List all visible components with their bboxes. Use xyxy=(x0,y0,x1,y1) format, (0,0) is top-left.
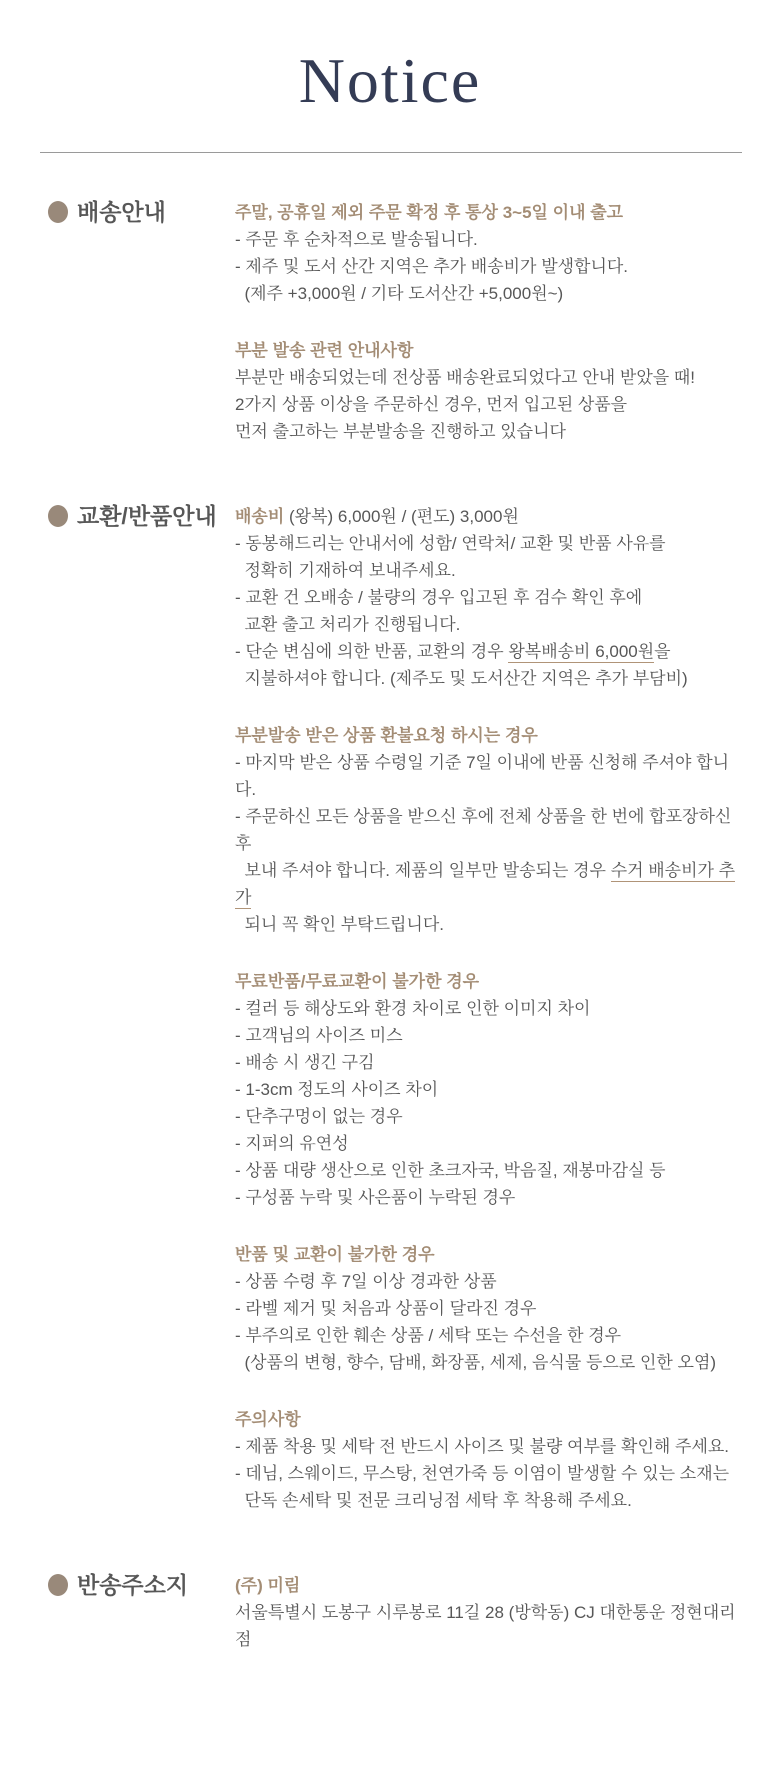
section-exchange-return xyxy=(48,503,742,1514)
section-exchange-label xyxy=(48,503,235,531)
body-line: 지불하셔야 합니다. (제주도 및 도서산간 지역은 추가 부담비) xyxy=(235,669,688,688)
body-line: - 동봉해드리는 안내서에 성함/ 연락처/ 교환 및 반품 사유를 xyxy=(235,534,666,553)
body-line: - 제품 착용 및 세탁 전 반드시 사이즈 및 불량 여부를 확인해 주세요. xyxy=(235,1437,730,1456)
body-line: - 배송 시 생긴 구김 xyxy=(235,1053,375,1072)
block-heading: 부분 발송 관련 안내사항 xyxy=(235,341,414,360)
block-heading: 부분발송 받은 상품 환불요청 하시는 경우 xyxy=(235,726,538,745)
line-segment: 보내 주셔야 합니다. 제품의 일부만 발송되는 경우 xyxy=(235,861,611,880)
body-line: - 지퍼의 유연성 xyxy=(235,1134,349,1153)
body-line: - 주문 후 순차적으로 발송됩니다. xyxy=(235,230,478,249)
section-label-text: 배송안내 xyxy=(77,199,166,225)
exchange-block-no-return xyxy=(235,1241,742,1376)
address-line: 서울특별시 도봉구 시루봉로 11길 28 (방학동) CJ 대한통운 정현대리점 xyxy=(235,1603,736,1649)
body-line: - 컬러 등 해상도와 환경 차이로 인한 이미지 차이 xyxy=(235,999,591,1018)
body-line: - 제주 및 도서 산간 지역은 추가 배송비가 발생합니다. xyxy=(235,257,629,276)
fee-label: 배송비 xyxy=(235,507,285,526)
exchange-block-caution xyxy=(235,1406,742,1514)
block-heading: 주말, 공휴일 제외 주문 확정 후 통상 3~5일 이내 출고 xyxy=(235,203,624,222)
section-return-address-label xyxy=(48,1572,235,1600)
exchange-block-no-free-return xyxy=(235,968,742,1211)
section-return-address xyxy=(48,1572,742,1653)
body-line: - 부주의로 인한 훼손 상품 / 세탁 또는 수선을 한 경우 xyxy=(235,1326,622,1345)
body-line: - 고객님의 사이즈 미스 xyxy=(235,1026,403,1045)
return-address-block xyxy=(235,1572,742,1653)
sections-container xyxy=(0,153,780,1773)
underlined-text: 수거 배송비가 추가 xyxy=(235,861,736,907)
body-line: (제주 +3,000원 / 기타 도서산간 +5,000원~) xyxy=(235,284,564,303)
bullet-icon xyxy=(48,1574,68,1596)
section-label-text: 반송주소지 xyxy=(77,1572,189,1598)
body-line: - 단추구멍이 없는 경우 xyxy=(235,1107,403,1126)
section-exchange-body xyxy=(235,503,742,1514)
shipping-block-lead xyxy=(235,199,742,307)
underlined-text: 왕복배송비 6,000원 xyxy=(508,642,655,661)
line-segment: - 단순 변심에 의한 반품, 교환의 경우 xyxy=(235,642,509,661)
body-line: - 라벨 제거 및 처음과 상품이 달라진 경우 xyxy=(235,1299,537,1318)
company-name: (주) 미림 xyxy=(235,1576,301,1595)
body-line-with-underline xyxy=(235,638,742,665)
body-line: 부분만 배송되었는데 전상품 배송완료되었다고 안내 받았을 때! xyxy=(235,368,696,387)
shipping-block-partial xyxy=(235,337,742,445)
body-line: 단독 손세탁 및 전문 크리닝점 세탁 후 착용해 주세요. xyxy=(235,1491,632,1510)
block-heading: 무료반품/무료교환이 불가한 경우 xyxy=(235,972,480,991)
body-line: 정확히 기재하여 보내주세요. xyxy=(235,561,456,580)
page-title: Notice xyxy=(298,45,482,116)
fee-line xyxy=(235,503,742,530)
body-line-with-underline xyxy=(235,857,742,911)
body-line: 교환 출고 처리가 진행됩니다. xyxy=(235,615,461,634)
block-heading: 반품 및 교환이 불가한 경우 xyxy=(235,1245,435,1264)
body-line: - 상품 수령 후 7일 이상 경과한 상품 xyxy=(235,1272,497,1291)
section-shipping-label xyxy=(48,199,235,227)
exchange-block-fee xyxy=(235,503,742,692)
body-line: (상품의 변형, 향수, 담배, 화장품, 세제, 음식물 등으로 인한 오염) xyxy=(235,1353,717,1372)
body-line: - 1-3cm 정도의 사이즈 차이 xyxy=(235,1080,439,1099)
body-line: - 마지막 받은 상품 수령일 기준 7일 이내에 반품 신청해 주셔야 합니다. xyxy=(235,753,730,799)
body-line: - 주문하신 모든 상품을 받으신 후에 전체 상품을 한 번에 합포장하신 후 xyxy=(235,807,737,853)
body-line: 되니 꼭 확인 부탁드립니다. xyxy=(235,915,444,934)
body-line: - 구성품 누락 및 사은품이 누락된 경우 xyxy=(235,1188,516,1207)
block-heading: 주의사항 xyxy=(235,1410,301,1429)
bullet-icon xyxy=(48,201,68,223)
bullet-icon xyxy=(48,505,68,527)
section-shipping xyxy=(48,199,742,445)
section-label-text: 교환/반품안내 xyxy=(77,503,217,529)
section-return-address-body xyxy=(235,1572,742,1653)
body-line: - 상품 대량 생산으로 인한 초크자국, 박음질, 재봉마감실 등 xyxy=(235,1161,666,1180)
fee-amounts: (왕복) 6,000원 / (편도) 3,000원 xyxy=(284,507,519,526)
body-line: 2가지 상품 이상을 주문하신 경우, 먼저 입고된 상품을 xyxy=(235,395,628,414)
body-line: - 데님, 스웨이드, 무스탕, 천연가죽 등 이염이 발생할 수 있는 소재는 xyxy=(235,1464,730,1483)
body-line: - 교환 건 오배송 / 불량의 경우 입고된 후 검수 확인 후에 xyxy=(235,588,643,607)
section-shipping-body xyxy=(235,199,742,445)
body-line: 먼저 출고하는 부분발송을 진행하고 있습니다 xyxy=(235,422,566,441)
exchange-block-partial-refund xyxy=(235,722,742,938)
line-segment: 을 xyxy=(654,642,671,661)
